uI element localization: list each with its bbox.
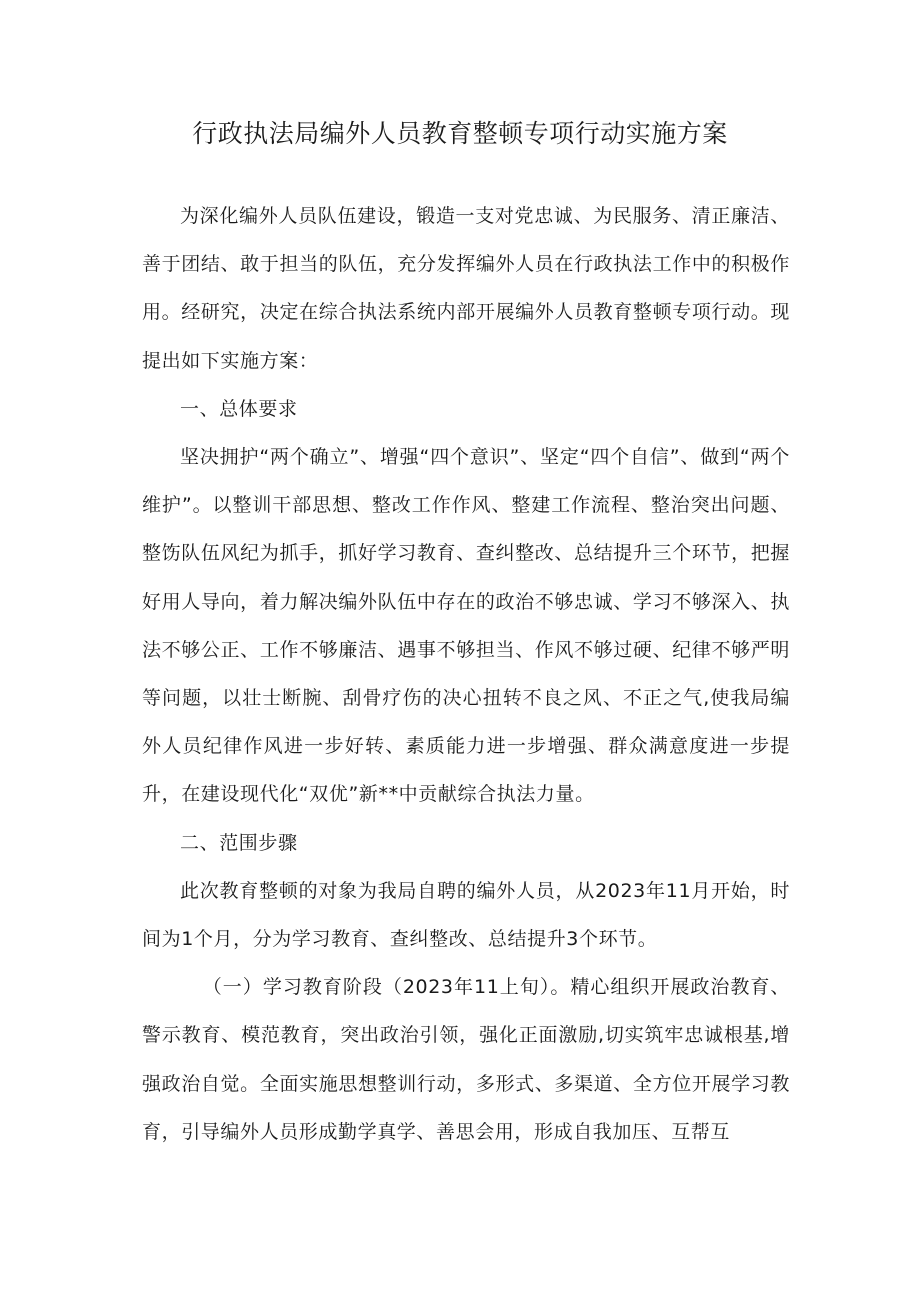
general-requirements-paragraph: 坚决拥护“两个确立”、增强“四个意识”、坚定“四个自信”、做到“两个维护”。以整训干部思想、整改工作作风、整建工作流程、整治突出问题、整饬队伍风纪为抓手，抓好学习教育、查纠整改、总结提升三个环节，把握好用人导向，着力解决编外队伍中存在的政治不够忠诚、学习不够深入、执法不够公正、工作不够廉洁、遇事不够担当、作风不够过硬、纪律不够严明等问题，以壮士断腕、刮骨疗伤的决心扭转不良之风、不正之气,使我局编外人员纪律作风进一步好转、素质能力进一步增强、群众满意度进一步提升，在建设现代化“双优”新**中贡献综合执法力量。: [142, 446, 790, 806]
document-title: 行政执法局编外人员教育整顿专项行动实施方案: [192, 119, 728, 148]
intro-paragraph: 为深化编外人员队伍建设，锻造一支对党忠诚、为民服务、清正廉洁、善于团结、敢于担当的队伍，充分发挥编外人员在行政执法工作中的积极作用。经研究，决定在综合执法系统内部开展编外人员教育整顿专项行动。现提出如下实施方案：: [142, 205, 790, 372]
study-phase-paragraph: （一）学习教育阶段（2023年11上旬）。精心组织开展政治教育、警示教育、模范教育，突出政治引领，强化正面激励,切实筑牢忠诚根基,增强政治自觉。全面实施思想整训行动，多形式、多渠道、全方位开展学习教育，引导编外人员形成勤学真学、善思会用，形成自我加压、互帮互: [142, 976, 790, 1143]
section-heading-scope-steps: 二、范围步骤: [180, 831, 298, 854]
section-heading-general-requirements: 一、总体要求: [180, 397, 298, 420]
document-body: [142, 192, 790, 1156]
scope-steps-paragraph: 此次教育整顿的对象为我局自聘的编外人员，从2023年11月开始，时间为1个月，分为学习教育、查纠整改、总结提升3个环节。: [142, 879, 790, 951]
